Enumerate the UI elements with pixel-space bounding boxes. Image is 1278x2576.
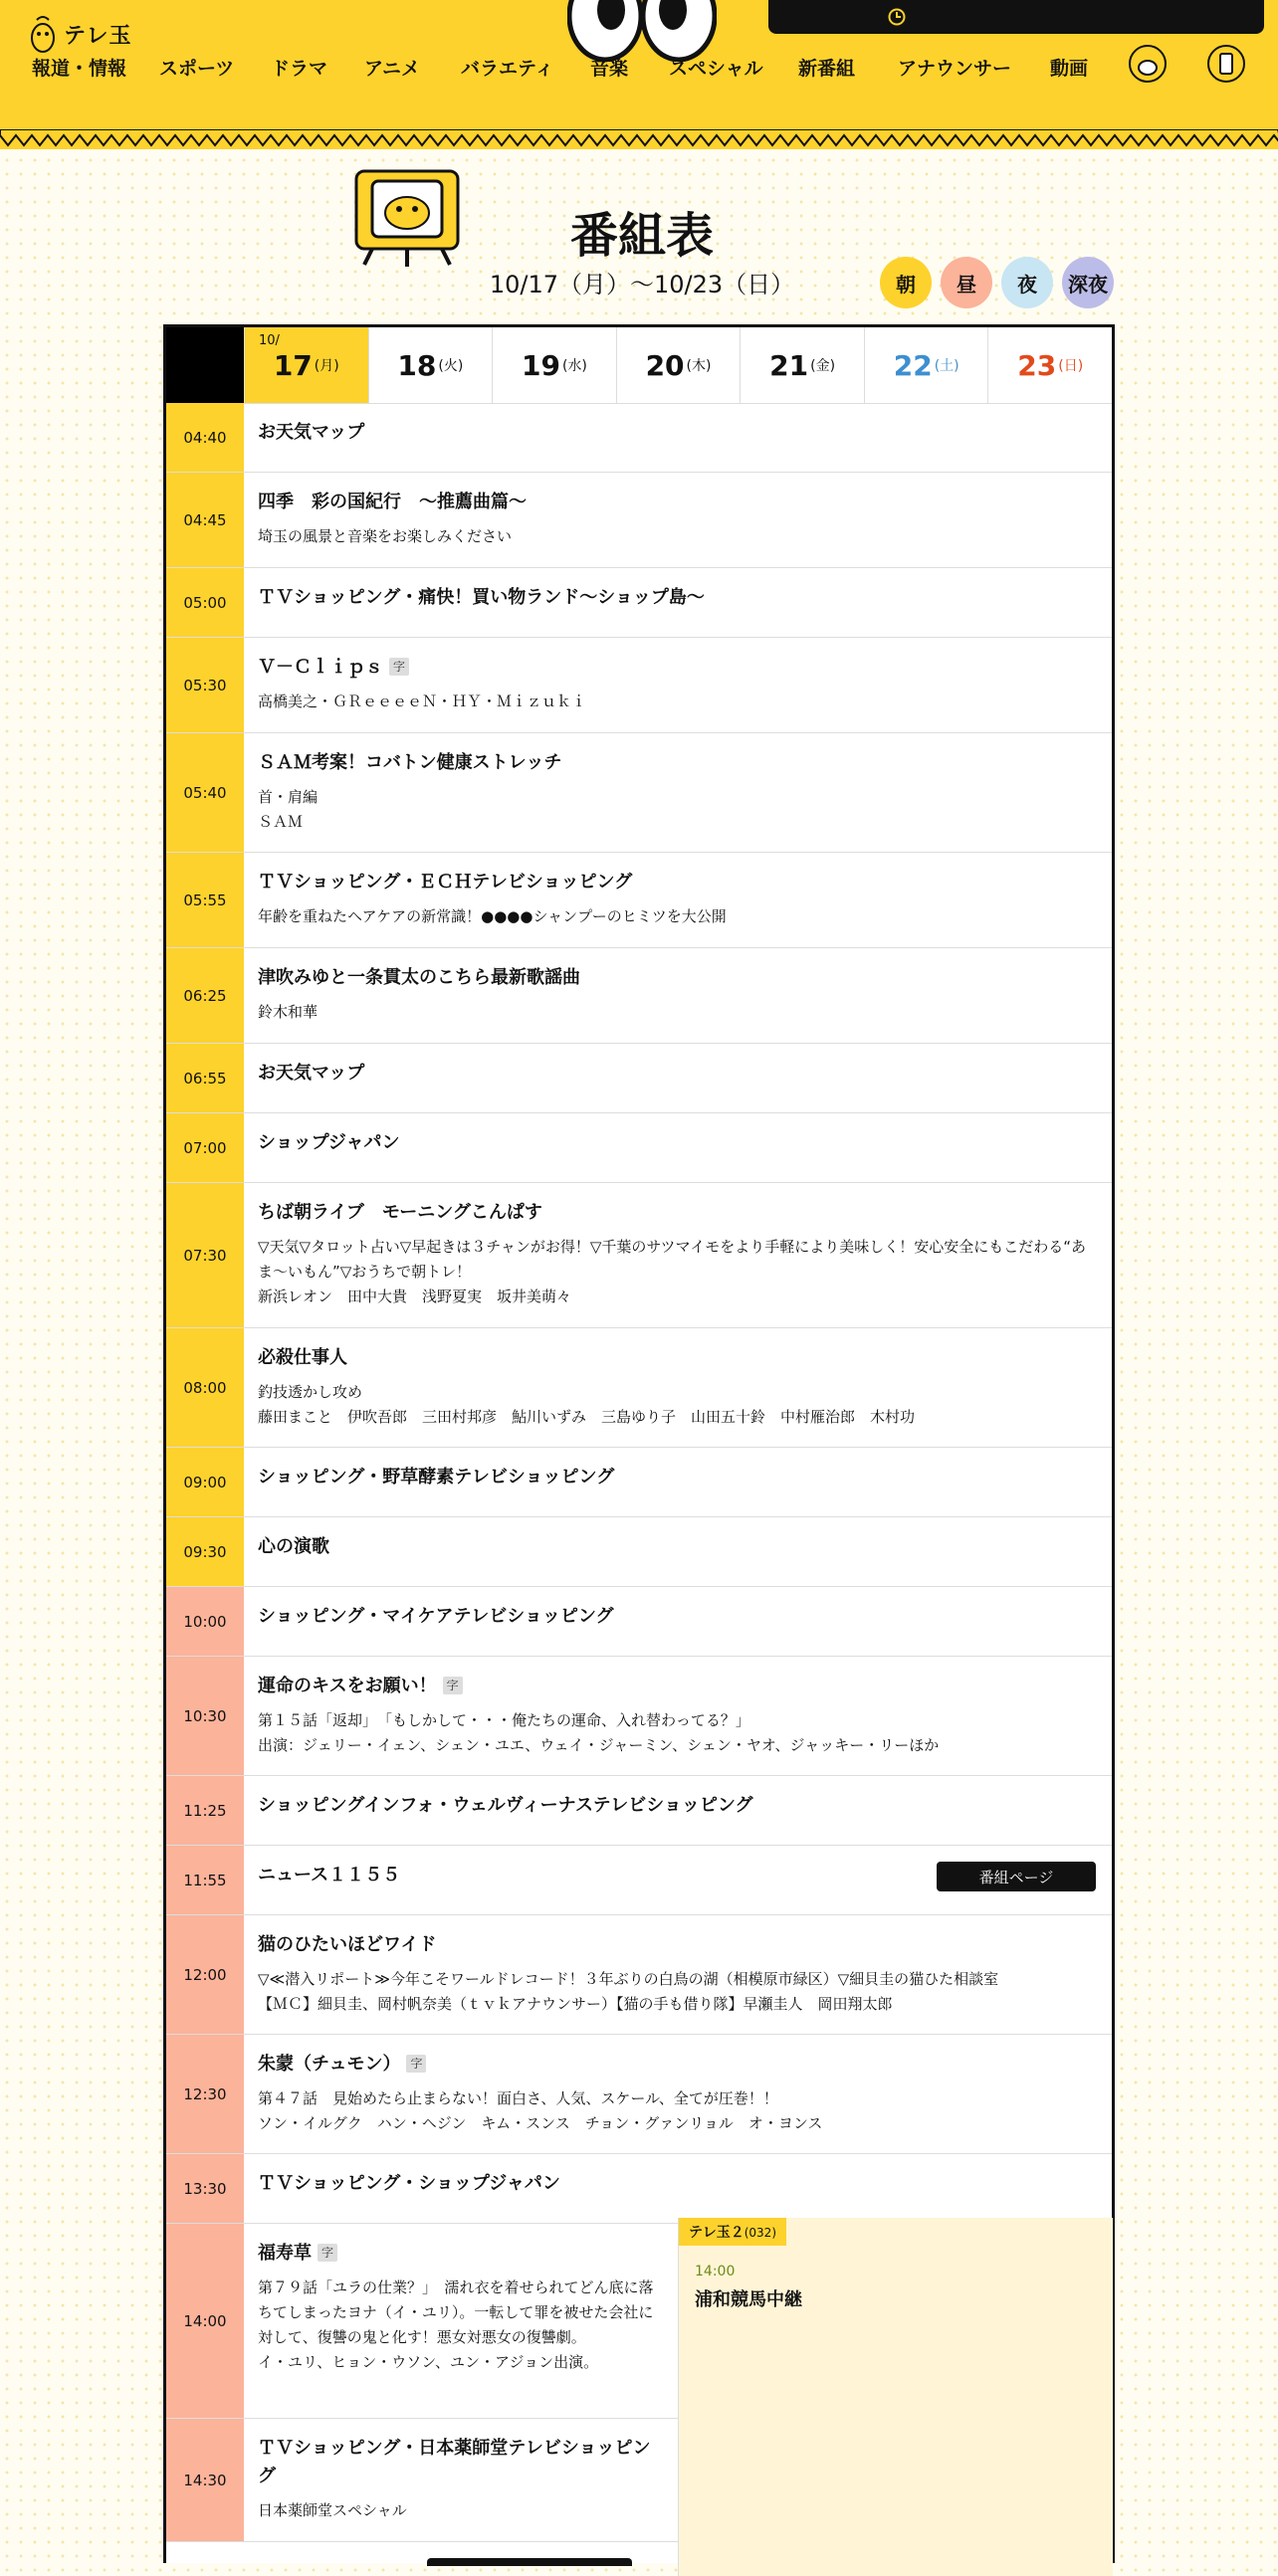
nav-variety[interactable]: バラエティ (461, 58, 554, 80)
current-time-bar[interactable] (768, 0, 1264, 34)
program-title (258, 1199, 1096, 1227)
program-title-text: ＴＶショッピング・ショップジャパン (258, 2173, 560, 2194)
program-title (258, 2051, 1096, 2079)
program-description: 日本薬師堂スペシャル (258, 2501, 407, 2519)
program-title (258, 1060, 1096, 1088)
program-description: 第４７話 見始めたら止まらない！面白さ、人気、スケール、全てが圧巻！！ ソン・イルグク ハン・ヘジン キム・スンス チョン・グァンリョル オ・ヨンス (258, 2089, 823, 2132)
day-tabs (166, 327, 1112, 404)
program-title-text: ショッピングインフォ・ウェルヴィーナステレビショッピング (258, 1795, 753, 1816)
program-row[interactable] (166, 1587, 1112, 1657)
program-row[interactable] (166, 1776, 1112, 1846)
jump-night-button[interactable]: 夜 (1001, 257, 1053, 308)
program-title (258, 419, 1096, 447)
program-info (258, 964, 1096, 1025)
program-info (258, 1464, 1096, 1491)
start-time: 09:30 (166, 1517, 244, 1586)
program-title (258, 749, 1096, 777)
site-logo[interactable] (28, 14, 132, 54)
program-title (258, 489, 1096, 516)
sub-channel-program[interactable] (678, 2218, 1113, 2576)
program-title (258, 964, 1096, 992)
jump-noon-button[interactable]: 昼 (941, 257, 992, 308)
program-title-text: ＴＶショッピング・日本薬師堂テレビショッピング (258, 2438, 651, 2486)
program-info (258, 2170, 1096, 2198)
subtitle-badge: 字 (318, 2244, 337, 2262)
day-weekday: (月) (314, 358, 339, 374)
nav-announcers[interactable]: アナウンサー (898, 58, 1012, 80)
subtitle-badge: 字 (443, 1677, 463, 1694)
program-info (258, 2240, 658, 2375)
start-time: 12:00 (166, 1915, 244, 2034)
program-row[interactable] (166, 2035, 1112, 2154)
program-description: 高橋美之・ＧＲｅｅｅｅＮ・ＨＹ・Ｍｉｚｕｋｉ (258, 693, 587, 710)
start-time: 13:30 (166, 2154, 244, 2223)
day-tab-23[interactable] (987, 327, 1112, 403)
day-weekday: (火) (438, 358, 464, 374)
day-weekday: (水) (561, 358, 587, 374)
program-info (258, 1344, 1096, 1430)
program-title (258, 584, 1096, 612)
start-time: 05:55 (166, 853, 244, 947)
day-tab-20[interactable] (616, 327, 741, 403)
start-time: 11:25 (166, 1776, 244, 1845)
program-row[interactable] (166, 1183, 1112, 1328)
program-title-text: 必殺仕事人 (258, 1347, 347, 1368)
header-zigzag-edge (0, 129, 1278, 153)
start-time: 10:00 (166, 1587, 244, 1656)
site-header (0, 0, 1278, 149)
start-time: 05:40 (166, 733, 244, 852)
start-time: 05:30 (166, 638, 244, 732)
program-description: ▽天気▽タロット占い▽早起きは３チャンがお得！▽千葉のサツマイモをより手軽により美味しく！安心安全にもこだわる“あま～いもん”▽おうちで朝トレ！ 新浜レオン 田中大貴 浅野夏実 坂井美萌々 (258, 1238, 1086, 1305)
program-title (258, 1129, 1096, 1157)
day-number: 19 (521, 348, 560, 382)
program-row[interactable] (166, 1328, 1112, 1448)
app-badge-icon[interactable] (1206, 40, 1246, 84)
program-description: 首・肩編 ＳＡＭ (258, 788, 319, 831)
start-time: 06:55 (166, 1044, 244, 1112)
day-weekday: (木) (686, 358, 712, 374)
program-row[interactable] (166, 2419, 678, 2542)
program-title (258, 1344, 1096, 1372)
jump-late-night-button[interactable]: 深夜 (1062, 257, 1114, 308)
start-time: 14:00 (166, 2224, 244, 2418)
program-info (258, 1129, 1096, 1157)
start-time: 05:00 (166, 568, 244, 637)
program-row[interactable] (166, 1846, 1112, 1915)
day-number: 21 (769, 348, 809, 382)
program-title-text: 福寿草 (258, 2243, 312, 2264)
day-number: 22 (893, 348, 933, 382)
nav-sports[interactable]: スポーツ (159, 58, 235, 80)
program-row[interactable] (166, 568, 1112, 638)
day-number: 20 (645, 348, 685, 382)
nav-drama[interactable]: ドラマ (271, 58, 328, 80)
program-info (258, 2435, 658, 2523)
program-title-text: 四季 彩の国紀行 ～推薦曲篇～ (258, 492, 527, 512)
sub-program-time: 14:00 (695, 2264, 736, 2279)
nav-music[interactable]: 音楽 (590, 58, 629, 80)
program-row[interactable] (166, 638, 1112, 733)
program-row[interactable] (166, 1113, 1112, 1183)
day-weekday: (金) (810, 358, 836, 374)
program-info (258, 419, 1096, 447)
day-header-corner (166, 327, 244, 403)
program-row[interactable] (166, 1448, 1112, 1517)
mascot-eyes-icon (567, 0, 717, 62)
sub-channel-name: テレ玉２ (689, 2225, 745, 2241)
nav-videos[interactable]: 動画 (1050, 58, 1089, 80)
program-info (258, 489, 1096, 549)
program-title-text: ＴＶショッピング・ＥＣＨテレビショッピング (258, 872, 633, 892)
day-tab-21[interactable] (740, 327, 864, 403)
start-time: 11:55 (166, 1846, 244, 1914)
program-title (258, 1464, 1096, 1491)
start-time: 04:45 (166, 473, 244, 567)
program-info (258, 654, 1096, 714)
sub-program-title: 浦和競馬中継 (695, 2289, 802, 2310)
program-description: 第１５話「返却」 「もしかして・・・俺たちの運命、入れ替わってる？」 出演：ジェリー・イェン、シェン・ユエ、ウェイ・ジャーミン、シェン・ヤオ、ジャッキー・リーほか (258, 1711, 940, 1754)
subtitle-badge: 字 (389, 658, 409, 676)
program-row[interactable] (166, 473, 1112, 568)
program-title-text: 心の演歌 (258, 1536, 329, 1557)
day-tab-22[interactable] (864, 327, 988, 403)
program-title (258, 2435, 658, 2490)
logo-mascot-icon (28, 14, 58, 54)
program-row[interactable] (166, 2154, 1112, 2224)
sub-channel-badge (679, 2218, 786, 2246)
program-row[interactable] (166, 948, 1112, 1044)
program-title-text: ちば朝ライブ モーニングこんぱす (258, 1202, 542, 1223)
main-nav (0, 54, 1278, 86)
jump-morning-button[interactable]: 朝 (880, 257, 932, 308)
nav-special[interactable]: スペシャル (669, 58, 763, 80)
program-row[interactable] (166, 853, 1112, 948)
program-title-text: ショッピング・マイケアテレビショッピング (258, 1606, 614, 1627)
program-description: 釣技透かし攻め 藤田まこと 伊吹吾郎 三田村邦彦 鮎川いずみ 三島ゆり子 山田五十鈴 中村雁治郎 木村功 (258, 1383, 916, 1426)
page-title: 番組表 (569, 208, 714, 264)
start-time: 07:30 (166, 1183, 244, 1327)
program-info (258, 869, 1096, 929)
program-title (258, 1533, 1096, 1561)
program-title (258, 1673, 1096, 1700)
program-title (258, 1792, 1096, 1820)
tv-mascot-icon (352, 167, 462, 267)
program-title-text: ＳＡＭ考案！コバトン健康ストレッチ (258, 752, 562, 773)
start-time: 04:40 (166, 403, 244, 472)
day-number: 23 (1017, 348, 1057, 382)
program-title (258, 2240, 658, 2268)
program-title-text: お天気マップ (258, 422, 365, 443)
program-description: ▽≪潜入リポート≫今年こそワールドレコード！３年ぶりの白鳥の湖（相模原市緑区）▽細貝圭の猫ひた相談室 【ＭＣ】細貝圭、岡村帆奈美（ｔｖｋアナウンサー）【猫の手も借り隊】早瀬圭人 岡田翔太郎 (258, 1970, 999, 2013)
day-tab-18[interactable] (368, 327, 493, 403)
program-title-text: Ｖ－Ｃｌｉｐｓ (258, 657, 383, 678)
program-title-text: ニュース１１５５ (258, 1865, 401, 1885)
program-description: 第７９話「ユラの仕業？」 濡れ衣を着せられてどん底に落ちてしまったヨナ（イ・ユリ）。一転して罪を被せた会社に対して、復讐の鬼と化す！悪女対悪女の復讐劇。 イ・ユリ、ヒョン・ウソン、ユン・アジョン出演。 (258, 2279, 654, 2371)
program-title (258, 1931, 1096, 1959)
day-number: 17 (273, 348, 313, 382)
week-date-range: 10/17（月）〜10/23（日） (489, 271, 795, 298)
program-info (258, 1603, 1096, 1631)
program-title-text: お天気マップ (258, 1063, 365, 1084)
day-month: 10/ (259, 333, 280, 348)
program-info (258, 2051, 1096, 2136)
program-title-text: ショップジャパン (258, 1132, 400, 1153)
subtitle-badge: 字 (406, 2055, 426, 2073)
program-page-button[interactable]: 番組ページ (937, 1862, 1096, 1891)
program-info (258, 1673, 1096, 1758)
program-title (258, 654, 1096, 682)
program-description: 埼玉の風景と音楽をお楽しみください (258, 527, 513, 545)
nav-new-programs[interactable]: 新番組 (798, 58, 856, 80)
program-info (258, 1533, 1096, 1561)
program-info (258, 1199, 1096, 1309)
start-time: 06:25 (166, 948, 244, 1043)
program-title-text: ショッピング・野草酵素テレビショッピング (258, 1467, 615, 1487)
start-time: 07:00 (166, 1113, 244, 1182)
program-row[interactable] (166, 1915, 1112, 2035)
day-tab-17[interactable] (244, 327, 368, 403)
program-row[interactable] (166, 733, 1112, 853)
program-row[interactable] (166, 403, 1112, 473)
nav-news[interactable]: 報道・情報 (32, 58, 127, 80)
start-time: 09:00 (166, 1448, 244, 1516)
program-info (258, 749, 1096, 835)
day-weekday: (土) (934, 358, 959, 374)
start-time: 10:30 (166, 1657, 244, 1775)
start-time: 14:30 (166, 2419, 244, 2541)
program-info (258, 1931, 1096, 2017)
program-schedule (163, 324, 1115, 2563)
program-title-text: 猫のひたいほどワイド (258, 1934, 437, 1955)
program-title (258, 869, 1096, 896)
program-row[interactable] (166, 2224, 678, 2419)
program-title (258, 2170, 1096, 2198)
nav-anime[interactable]: アニメ (364, 58, 421, 80)
mascot-badge-icon[interactable] (1128, 40, 1168, 84)
program-description: 鈴木和華 (258, 1003, 319, 1021)
program-title-text: 津吹みゆと一条貫太のこちら最新歌謡曲 (258, 967, 580, 988)
program-info (258, 584, 1096, 612)
program-title-text: 朱蒙（チュモン） (258, 2054, 401, 2075)
program-info (258, 1060, 1096, 1088)
program-title-text: ＴＶショッピング・痛快！買い物ランド～ショップ島～ (258, 587, 705, 608)
day-tab-19[interactable] (492, 327, 616, 403)
program-description: 年齢を重ねたヘアケアの新常識！●●●●シャンプーのヒミツを大公開 (258, 907, 727, 925)
program-page-button-partial[interactable] (427, 2558, 632, 2566)
logo-text: テレ玉 (64, 23, 132, 49)
program-row[interactable] (166, 1517, 1112, 1587)
day-weekday: (日) (1058, 358, 1084, 374)
start-time: 08:00 (166, 1328, 244, 1447)
day-number: 18 (397, 348, 437, 382)
start-time: 12:30 (166, 2035, 244, 2153)
program-info (258, 1792, 1096, 1820)
program-title-text: 運命のキスをお願い！ (258, 1676, 437, 1696)
program-row[interactable] (166, 1044, 1112, 1113)
clock-icon (888, 8, 906, 26)
program-row[interactable] (166, 1657, 1112, 1776)
sub-channel-code: (032) (744, 2226, 777, 2240)
program-title (258, 1603, 1096, 1631)
